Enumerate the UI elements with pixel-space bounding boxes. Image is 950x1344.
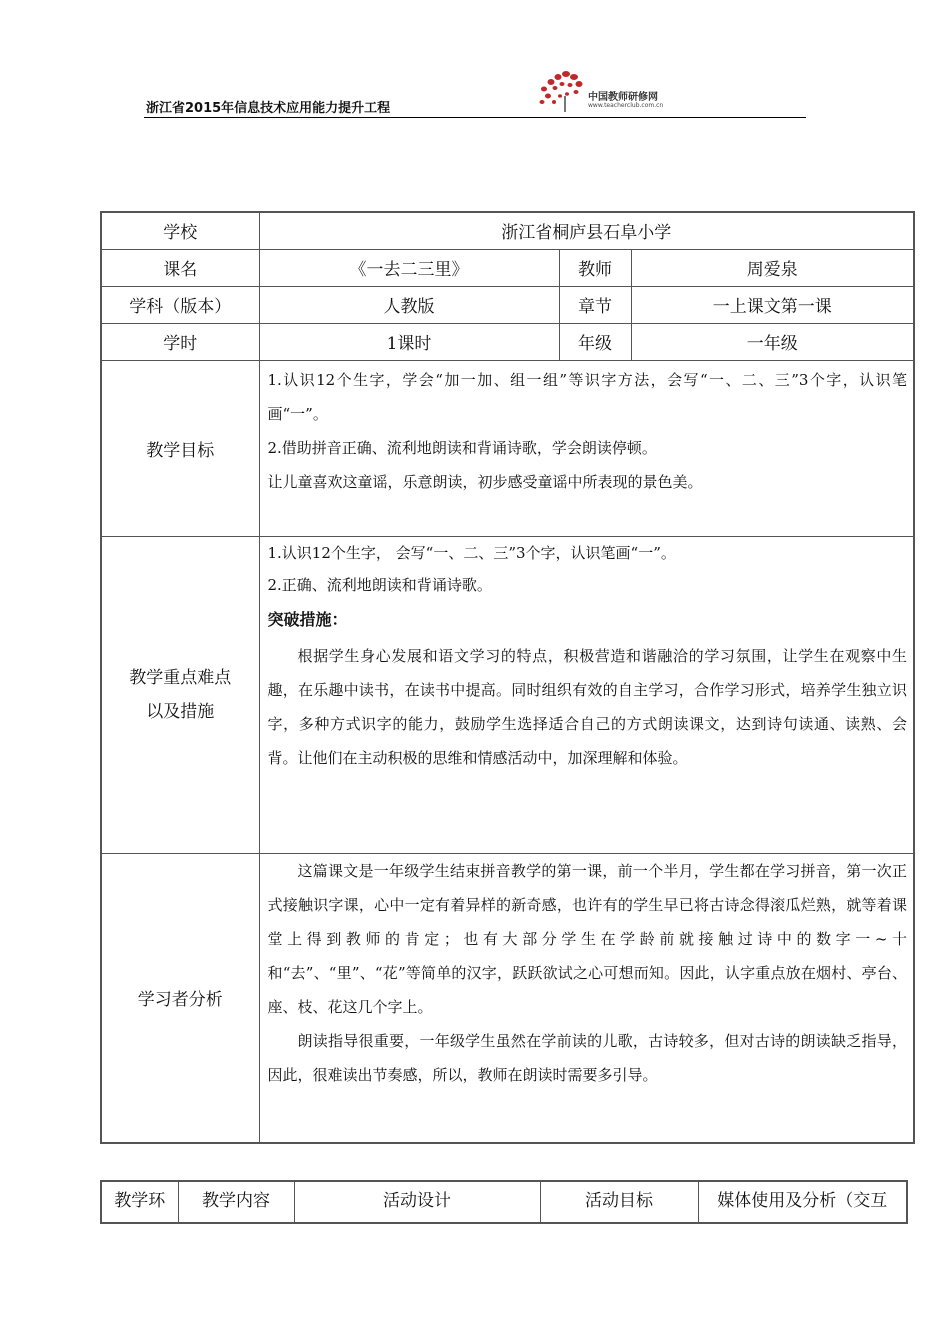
row-key-points bbox=[101, 536, 914, 853]
flower-logo-icon bbox=[536, 68, 586, 114]
lesson-info-table bbox=[100, 211, 915, 1144]
row-learner bbox=[101, 853, 914, 1143]
chapter-value: 一上课文第一课 bbox=[631, 286, 914, 323]
plan-col-content: 教学内容 bbox=[178, 1181, 294, 1223]
grade-label: 年级 bbox=[559, 323, 631, 360]
grade-value: 一年级 bbox=[631, 323, 914, 360]
key-points-label bbox=[101, 536, 259, 853]
goals-cell bbox=[259, 360, 914, 536]
hours-value: 1课时 bbox=[259, 323, 559, 360]
learner-cell bbox=[259, 853, 914, 1143]
subject-value: 人教版 bbox=[259, 286, 559, 323]
key-points-label-line2: 以及措施 bbox=[146, 701, 215, 722]
plan-col-stage: 教学环 bbox=[101, 1181, 178, 1223]
course-label: 课名 bbox=[101, 249, 259, 286]
key-point-item: 1.认识12个生字， 会写“一、二、三”3个字，认识笔画“一”。 bbox=[267, 543, 676, 562]
school-label: 学校 bbox=[101, 212, 259, 249]
key-point-item: 2.正确、流利地朗读和背诵诗歌。 bbox=[267, 575, 492, 594]
subject-label: 学科（版本） bbox=[101, 286, 259, 323]
goal-item: 2.借助拼音正确、流利地朗读和背诵诗歌，学会朗读停顿。 bbox=[267, 438, 657, 457]
learner-label: 学习者分析 bbox=[101, 853, 259, 1143]
learner-paragraph: 朗读指导很重要，一年级学生虽然在学前读的儿歌，古诗较多，但对古诗的朗读缺乏指导，因此，很难读出节奏感，所以，教师在朗读时需要多引导。 bbox=[267, 1031, 908, 1084]
plan-col-activity: 活动设计 bbox=[294, 1181, 540, 1223]
row-school bbox=[101, 212, 914, 249]
school-value: 浙江省桐庐县石阜小学 bbox=[259, 212, 914, 249]
logo-url: www.teacherclub.com.cn bbox=[588, 102, 664, 109]
lesson-plan-table bbox=[100, 1180, 908, 1224]
key-points-cell bbox=[259, 536, 914, 853]
learner-paragraph: 这篇课文是一年级学生结束拼音教学的第一课，前一个半月，学生都在学习拼音，第一次正式接触识字课，心中一定有着异样的新奇感，也许有的学生早已将古诗念得滚瓜烂熟，就等着课堂上得到教师的肯定；也有大部分学生在学龄前就接触过诗中的数字一~十和“去”、“里”、“花”等简单的汉字，跃跃欲试之心可想而知。因此，认字重点放在烟村、亭台、座、枝、花这几个字上。 bbox=[267, 861, 908, 1016]
header-title: 浙江省2015年信息技术应用能力提升工程 bbox=[146, 101, 391, 116]
goal-item: 1.认识12个生字，学会“加一加、组一组”等识字方法，会写“一、二、三”3个字，认识笔画“一”。 bbox=[267, 370, 908, 423]
logo-text: 中国教师研修网 bbox=[588, 92, 658, 103]
row-course bbox=[101, 249, 914, 286]
row-goals bbox=[101, 360, 914, 536]
plan-header-row bbox=[101, 1181, 907, 1223]
chapter-label: 章节 bbox=[559, 286, 631, 323]
course-value: 《一去二三里》 bbox=[259, 249, 559, 286]
row-hours bbox=[101, 323, 914, 360]
teacher-label: 教师 bbox=[559, 249, 631, 286]
goal-item: 让儿童喜欢这童谣，乐意朗读，初步感受童谣中所表现的景色美。 bbox=[267, 472, 703, 491]
teacherclub-logo bbox=[536, 68, 686, 114]
plan-col-goal: 活动目标 bbox=[540, 1181, 698, 1223]
goals-label: 教学目标 bbox=[101, 360, 259, 536]
teacher-value: 周爱泉 bbox=[631, 249, 914, 286]
hours-label: 学时 bbox=[101, 323, 259, 360]
measures-text: 根据学生身心发展和语文学习的特点，积极营造和谐融洽的学习氛围，让学生在观察中生趣，在乐趣中读书，在读书中提高。同时组织有效的自主学习，合作学习形式，培养学生独立识字，多种方式识字的能力，鼓励学生选择适合自己的方式朗读课文，达到诗句读通、读熟、会背。让他们在主动积极的思维和情感活动中，加深理解和体验。 bbox=[267, 646, 908, 767]
row-subject bbox=[101, 286, 914, 323]
header-divider bbox=[144, 117, 806, 118]
measures-title: 突破措施： bbox=[267, 609, 348, 629]
plan-col-media: 媒体使用及分析（交互 bbox=[698, 1181, 907, 1223]
key-points-label-line1: 教学重点难点 bbox=[129, 667, 232, 688]
